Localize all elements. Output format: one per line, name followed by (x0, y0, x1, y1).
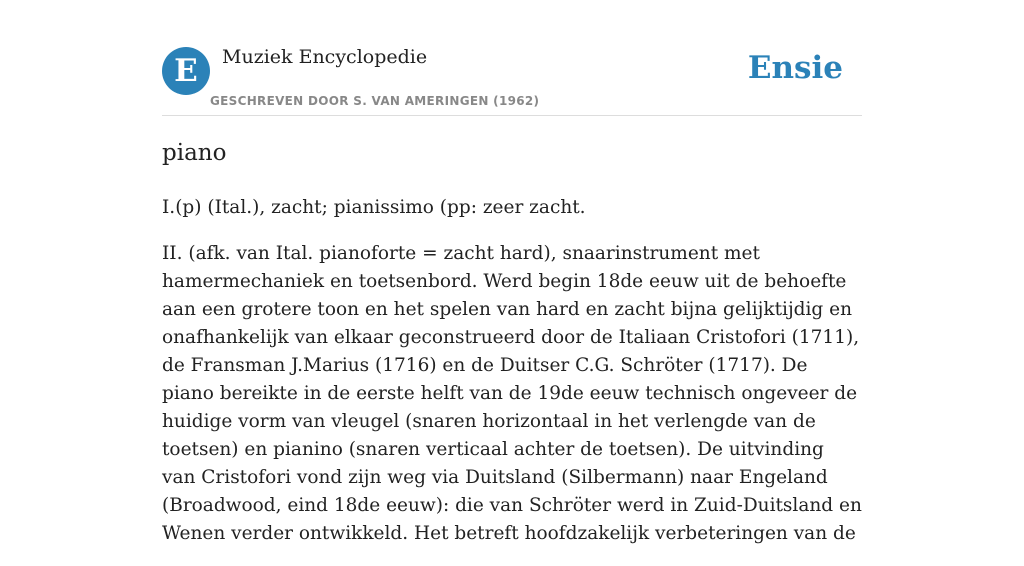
entry-paragraph-2: II. (afk. van Ital. pianoforte = zacht hard), snaarinstrument met hamermechaniek en toetsenbord. Werd begin 18de eeuw uit de behoefte aan een grotere toon en het spelen van hard en zacht bijna gelijktijdig en onafhankelijk van elkaar geconstrueerd door de Italiaan Cristofori (1711), de Fransman J.Marius (1716) en de Duitser C.G. Schröter (1717). De piano bereikte in de eerste helft van de 19de eeuw technisch ongeveer de huidige vorm van vleugel (snaren horizontaal in het verlengde van de toetsen) en pianino (snaren verticaal achter de toetsen). De uitvinding van Cristofori vond zijn weg via Duitsland (Silbermann) naar Engeland (Broadwood, eind 18de eeuw): die van Schröter werd in Zuid-Duitsland en Wenen verder ontwikkeld. Het betreft hoofdzakelijk verbeteringen van de (162, 243, 862, 544)
entry-title: piano (162, 140, 227, 166)
author-byline: GESCHREVEN DOOR S. VAN AMERINGEN (1962) (210, 94, 540, 108)
ensie-logo-link[interactable]: Ensie (747, 50, 843, 86)
source-logo-badge[interactable]: E (162, 47, 210, 95)
header (162, 0, 862, 116)
source-title[interactable]: Muziek Encyclopedie (222, 46, 428, 68)
entry-paragraph-1: I.(p) (Ital.), zacht; pianissimo (pp: zeer zacht. (162, 197, 586, 218)
page (162, 0, 862, 544)
entry-body (162, 194, 862, 566)
